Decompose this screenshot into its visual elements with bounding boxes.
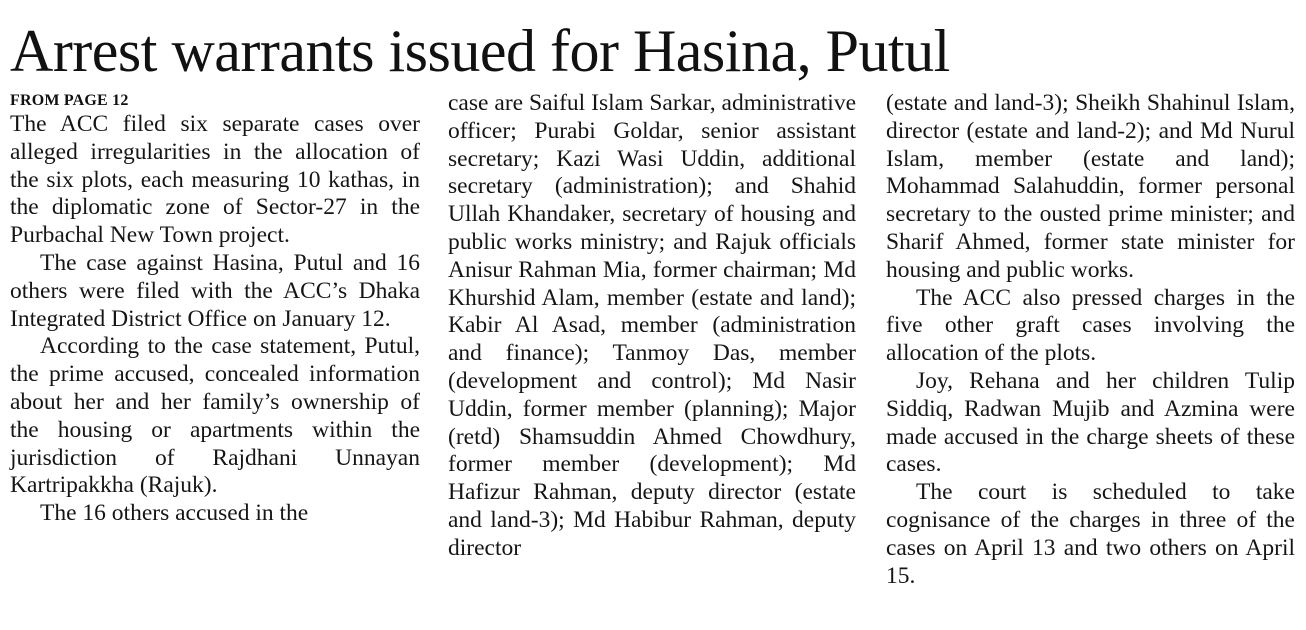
headline: Arrest warrants issued for Hasina, Putul: [10, 18, 950, 84]
continuation-kicker: FROM PAGE 12: [10, 92, 129, 109]
paragraph: According to the case statement, Putul, the prime accused, concealed information about her and her family’s ownership of the housing or apartments within the jurisdiction of Rajdhani Unnayan Kartripakkha (Rajuk).: [10, 333, 420, 499]
paragraph: (estate and land-3); Sheikh Shahinul Islam, director (estate and land-2); and Md Nurul Islam, member (estate and land); Mohammad Salahuddin, former personal secretary to the ousted prime minister; and Sharif Ahmed, former state minister for housing and public works.: [886, 90, 1295, 283]
paragraph: case are Saiful Islam Sarkar, administrative officer; Purabi Goldar, senior assistant secretary; Kazi Wasi Uddin, additional secretary (administration); and Shahid Ullah Khandaker, secretary of housing and public works ministry; and Rajuk officials Anisur Rahman Mia, former chairman; Md Khurshid Alam, member (estate and land); Kabir Al Asad, member (administration and finance); Tanmoy Das, member (development and control); Md Nasir Uddin, former member (planning); Major (retd) Shamsuddin Ahmed Chowdhury, former member (development); Md Hafizur Rahman, deputy director (estate and land-3); Md Habibur Rahman, deputy director: [448, 90, 856, 561]
paragraph: The ACC filed six separate cases over alleged irregularities in the allocation of the six plots, each measuring 10 kathas, in the diplomatic zone of Sector-27 in the Purbachal New Town project.: [10, 111, 420, 249]
article-column-1: [10, 90, 420, 528]
paragraph: Joy, Rehana and her children Tulip Siddiq, Radwan Mujib and Azmina were made accused in the charge sheets of these cases.: [886, 367, 1295, 478]
paragraph: The 16 others accused in the: [40, 500, 309, 527]
article-column-3: [886, 90, 1295, 590]
paragraph: The case against Hasina, Putul and 16 others were filed with the ACC’s Dhaka Integrated District Office on January 12.: [10, 249, 420, 332]
article-column-2: [448, 90, 856, 563]
paragraph: The ACC also pressed charges in the five other graft cases involving the allocation of the plots.: [886, 284, 1295, 367]
paragraph: The court is scheduled to take cognisance of the charges in three of the cases on April 13 and two others on April 15.: [886, 479, 1295, 589]
